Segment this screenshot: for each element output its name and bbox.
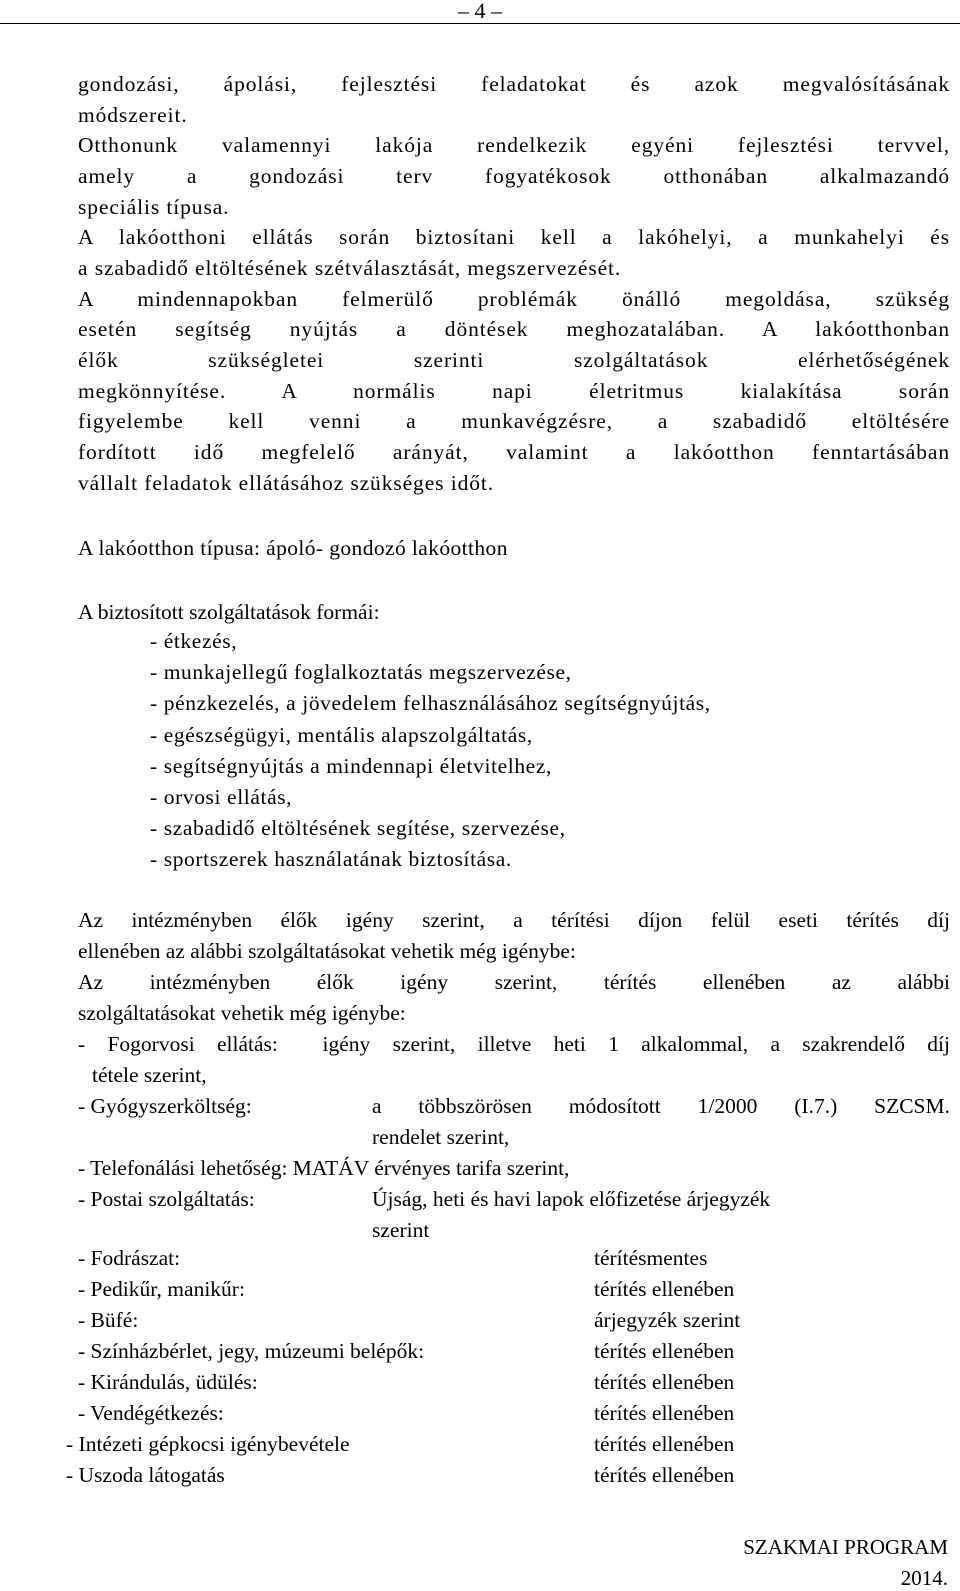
extra-p1-line2: [78, 936, 950, 967]
service-item: - segítségnyújtás a mindennapi életvitelhez,: [150, 753, 552, 778]
service-item: - sportszerek használatának biztosítása.: [150, 847, 512, 872]
intro-text: speciális típusa.: [78, 195, 230, 219]
intro-text: megkönnyítése. A normális napi életritmus kialakítása során: [78, 379, 950, 403]
intro-text: A lakóotthoni ellátás során biztosítani kell a lakóhelyi, a munkahelyi és: [78, 225, 950, 249]
extra-text: ellenében az alábbi szolgáltatásokat vehetik még igénybe:: [78, 939, 576, 963]
fee-service-value: térítés ellenében: [594, 1401, 735, 1425]
fee-service-value: árjegyzék szerint: [594, 1308, 741, 1332]
fee-service-value: térítés ellenében: [594, 1370, 735, 1394]
fee-service-value: térítés ellenében: [594, 1339, 735, 1363]
drug-label: - Gyógyszerköltség:: [78, 1094, 252, 1118]
intro-line: [78, 192, 950, 223]
extra-p1-line1: [78, 905, 950, 936]
drug-value-line1: [372, 1091, 950, 1122]
intro-text: fordított idő megfelelő arányát, valamint a lakóotthon fenntartásában: [78, 440, 950, 464]
fee-service-name: - Vendégétkezés:: [78, 1401, 224, 1425]
extra-text: Az intézményben élők igény szerint, a térítési díjon felül eseti térítés díj: [78, 908, 950, 932]
fee-service-value: térítésmentes: [594, 1246, 708, 1270]
intro-text: amely a gondozási terv fogyatékosok otthonában alkalmazandó: [78, 164, 950, 188]
extra-p2-line2: [78, 998, 950, 1029]
extra-text: - Fogorvosi ellátás: igény szerint, illetve heti 1 alkalommal, a szakrendelő díj: [78, 1032, 950, 1056]
intro-line: [78, 222, 950, 253]
fee-service-name: - Büfé:: [78, 1308, 139, 1332]
intro-text: Otthonunk valamennyi lakója rendelkezik egyéni fejlesztési tervvel,: [78, 133, 950, 157]
extra-text: szolgáltatásokat vehetik még igénybe:: [78, 1001, 406, 1025]
intro-line: [78, 468, 950, 499]
post-value-line2: szerint: [372, 1218, 430, 1242]
intro-text: módszereit.: [78, 103, 188, 127]
page-number: – 4 –: [458, 0, 502, 23]
intro-text: A mindennapokban felmerülő problémák önálló megoldása, szükség: [78, 287, 950, 311]
intro-line: [78, 253, 950, 284]
drug-value-line2: rendelet szerint,: [372, 1125, 510, 1149]
footer-program-title: SZAKMAI PROGRAM: [743, 1535, 948, 1559]
drug-text: a többszörösen módosított 1/2000 (I.7.) SZCSM.: [372, 1094, 950, 1118]
home-type: A lakóotthon típusa: ápoló- gondozó lakóotthon: [78, 536, 508, 560]
fee-service-name: - Fodrászat:: [78, 1246, 181, 1270]
intro-line: [78, 345, 950, 376]
service-item: - orvosi ellátás,: [150, 785, 293, 809]
footer-year: 2014.: [900, 1566, 948, 1590]
fee-service-value: térítés ellenében: [594, 1432, 735, 1456]
intro-text: élők szükségletei szerinti szolgáltatások elérhetőségének: [78, 348, 950, 372]
intro-line: [78, 406, 950, 437]
intro-line: [78, 100, 950, 131]
fee-service-name: - Pedikűr, manikűr:: [78, 1277, 245, 1301]
fee-service-name: - Intézeti gépkocsi igénybevétele: [66, 1432, 350, 1456]
intro-line: [78, 437, 950, 468]
service-item: - pénzkezelés, a jövedelem felhasználásához segítségnyújtás,: [150, 691, 711, 716]
intro-line: [78, 161, 950, 192]
fee-service-name: - Színházbérlet, jegy, múzeumi belépők:: [78, 1339, 425, 1363]
intro-text: gondozási, ápolási, fejlesztési feladatokat és azok megvalósításának: [78, 72, 950, 96]
post-label: - Postai szolgáltatás:: [78, 1187, 255, 1211]
extra-p2-line1: [78, 967, 950, 998]
intro-line: [78, 130, 950, 161]
extra-text: Az intézményben élők igény szerint, térítés ellenében az alábbi: [78, 970, 950, 994]
service-item: - munkajellegű foglalkoztatás megszervezése,: [150, 660, 572, 685]
header-divider: [0, 23, 960, 24]
service-item: - étkezés,: [150, 629, 238, 653]
intro-text: figyelembe kell venni a munkavégzésre, a szabadidő eltöltésére: [78, 409, 950, 433]
intro-line: [78, 314, 950, 345]
intro-text: esetén segítség nyújtás a döntések meghozatalában. A lakóotthonban: [78, 317, 950, 341]
intro-line: [78, 284, 950, 315]
intro-line: [78, 376, 950, 407]
fee-service-value: térítés ellenében: [594, 1463, 735, 1487]
service-item: - szabadidő eltöltésének segítése, szervezése,: [150, 816, 566, 841]
fee-service-name: - Uszoda látogatás: [66, 1463, 225, 1487]
post-value-line1: Újság, heti és havi lapok előfizetése árjegyzék: [372, 1187, 771, 1211]
service-item: - egészségügyi, mentális alapszolgáltatás,: [150, 722, 533, 747]
fee-service-name: - Kirándulás, üdülés:: [78, 1370, 258, 1394]
dental-line1: [78, 1029, 950, 1060]
intro-text: a szabadidő eltöltésének szétválasztását, megszervezését.: [78, 256, 622, 280]
fee-service-value: térítés ellenében: [594, 1277, 735, 1301]
intro-text: vállalt feladatok ellátásához szükséges időt.: [78, 471, 495, 495]
intro-line: [78, 69, 950, 100]
phone-line: - Telefonálási lehetőség: MATÁV érvényes tarifa szerint,: [78, 1156, 570, 1180]
services-heading: A biztosított szolgáltatások formái:: [78, 600, 380, 624]
dental-line2: tétele szerint,: [92, 1063, 207, 1087]
